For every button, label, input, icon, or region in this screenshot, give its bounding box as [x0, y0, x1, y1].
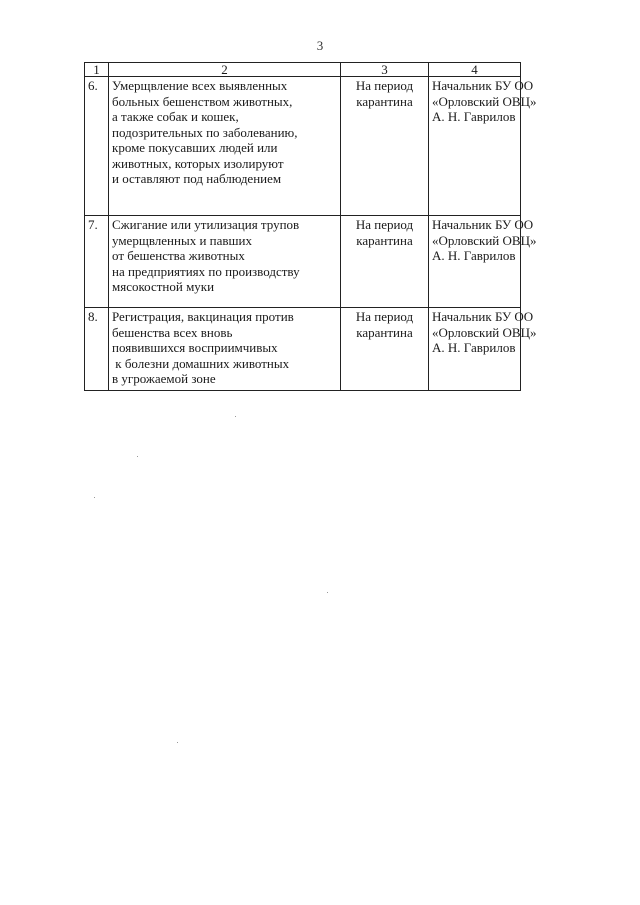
- responsible-line: Начальник БУ ОО: [432, 217, 534, 232]
- period-cell: [341, 308, 429, 391]
- period-line: карантина: [356, 324, 413, 340]
- responsible-line: А. Н. Гаврилов: [432, 109, 516, 124]
- period-line: карантина: [356, 93, 413, 109]
- responsible-cell: [429, 216, 537, 308]
- table-header-row: [85, 63, 521, 77]
- measure-line: Регистрация, вакцинация против: [112, 309, 294, 324]
- responsible-line: А. Н. Гаврилов: [432, 340, 516, 355]
- period-cell: [341, 216, 429, 308]
- responsible-line: «Орловский ОВЦ»: [432, 232, 537, 248]
- measure-cell: [109, 77, 341, 216]
- scan-speck: [327, 592, 328, 593]
- measure-line: а также собак и кошек,: [112, 109, 239, 124]
- measure-line: от бешенства животных: [112, 248, 245, 263]
- period-line: На период: [355, 217, 414, 232]
- measure-line: к болезни домашних животных: [112, 355, 290, 371]
- measure-line: кроме покусавших людей или: [112, 140, 278, 155]
- measure-line: в угрожаемой зоне: [112, 371, 216, 386]
- responsible-line: «Орловский ОВЦ»: [432, 93, 537, 109]
- measure-line: Умерщвление всех выявленных: [112, 78, 288, 93]
- header-col-1: 1: [85, 63, 109, 77]
- table-row: [85, 216, 521, 308]
- table-row: [85, 308, 521, 391]
- measure-line: подозрительных по заболеванию,: [112, 124, 298, 140]
- scan-speck: [137, 456, 138, 457]
- period-line: На период: [355, 78, 414, 93]
- measure-line: мясокостной муки: [112, 279, 215, 294]
- header-col-2: 2: [109, 63, 341, 77]
- responsible-line: Начальник БУ ОО: [432, 78, 534, 93]
- measure-line: появившихся восприимчивых: [112, 340, 278, 355]
- header-col-3: 3: [341, 63, 429, 77]
- responsible-line: «Орловский ОВЦ»: [432, 324, 537, 340]
- measure-line: больных бешенством животных,: [112, 93, 293, 109]
- scan-speck: [177, 742, 178, 743]
- measure-line: животных, которых изолируют: [112, 155, 284, 171]
- responsible-line: А. Н. Гаврилов: [432, 248, 516, 263]
- measure-line: умерщвленных и павших: [112, 232, 252, 248]
- period-line: карантина: [356, 232, 413, 248]
- row-number: 8.: [85, 308, 109, 391]
- measure-cell: [109, 308, 341, 391]
- measure-cell: [109, 216, 341, 308]
- page-number: 3: [316, 38, 324, 53]
- scan-speck: [235, 416, 236, 417]
- header-col-4: 4: [429, 63, 521, 77]
- row-number: 7.: [85, 216, 109, 308]
- scan-speck: [94, 497, 95, 498]
- measure-line: на предприятиях по производству: [112, 263, 300, 279]
- measures-table: [84, 62, 537, 391]
- responsible-cell: [429, 308, 537, 391]
- responsible-line: Начальник БУ ОО: [432, 309, 534, 324]
- responsible-cell: [429, 77, 537, 216]
- table-row: [85, 77, 521, 216]
- period-cell: [341, 77, 429, 216]
- period-line: На период: [355, 309, 414, 324]
- row-number: 6.: [85, 77, 109, 216]
- measure-line: бешенства всех вновь: [112, 324, 233, 340]
- measure-line: Сжигание или утилизация трупов: [112, 217, 300, 232]
- measure-line: и оставляют под наблюдением: [112, 171, 282, 186]
